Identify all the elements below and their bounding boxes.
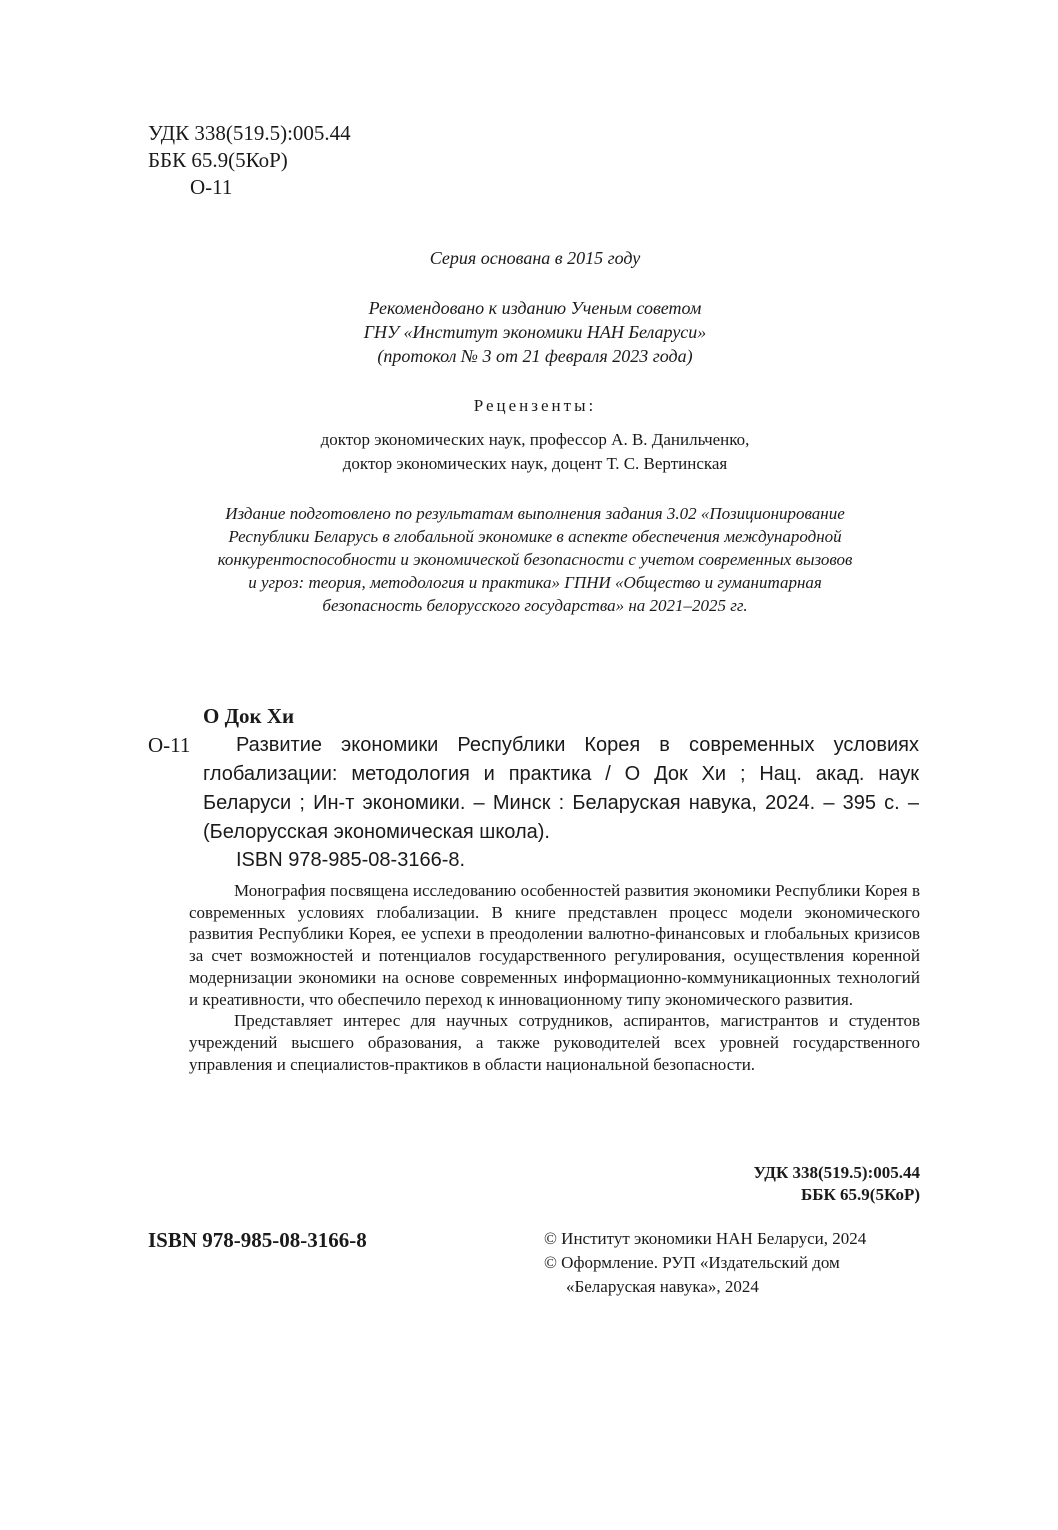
udk-code: УДК 338(519.5):005.44 <box>148 121 351 145</box>
footer-udk: УДК 338(519.5):005.44 <box>753 1163 920 1182</box>
footer-classification <box>753 1162 920 1206</box>
bib-description: Развитие экономики Республики Корея в современных условиях глобализации: методология и практика / О Док Хи ; Нац. акад. наук Беларуси ; Ин-т экономики. – Минск : Беларуская навука, 2024. – 395 с. – (Белорусская экономическая школа). <box>203 734 919 843</box>
copyright-block <box>544 1227 866 1299</box>
recommendation-line: ГНУ «Институт экономики НАН Беларуси» <box>363 322 707 342</box>
recommendation-line: Рекомендовано к изданию Ученым советом <box>368 298 702 318</box>
funding-line: безопасность белорусского государства» на 2021–2025 гг. <box>322 596 748 615</box>
copyright-line: «Беларуская навука», 2024 <box>566 1277 759 1296</box>
reviewers-title: Рецензенты: <box>473 396 597 415</box>
reviewers-list <box>60 428 1010 476</box>
reviewer: доктор экономических наук, доцент Т. С. Вертинская <box>342 454 728 473</box>
annotation-paragraph: Монография посвящена исследованию особенностей развития экономики Республики Корея в современных условиях глобализации. В книге представлен процесс модели экономического развития Республики Корея, ее успехи в преодолении валютно-финансовых и глобальных кризисов за счет возможностей и потенциалов государственного регулирования, осуществления коренной модернизации экономики на основе современных информационно-коммуникационных технологий и креативности, что обеспечило переход к инновационному типу экономического развития. <box>189 881 920 1009</box>
reviewer: доктор экономических наук, профессор А. В. Данильченко, <box>320 430 750 449</box>
funding-line: и угроз: теория, методология и практика» ГПНИ «Общество и гуманитарная <box>248 573 822 592</box>
funding-line: конкурентоспособности и экономической безопасности с учетом современных вызовов <box>217 550 853 569</box>
funding-line: Издание подготовлено по результатам выполнения задания 3.02 «Позиционирование <box>225 504 845 523</box>
footer-bbk: ББК 65.9(5КоР) <box>801 1185 920 1204</box>
footer-isbn: ISBN 978-985-08-3166-8 <box>148 1228 367 1252</box>
recommendation-line: (протокол № 3 от 21 февраля 2023 года) <box>377 346 693 366</box>
series-note: Серия основана в 2015 году <box>429 248 641 268</box>
bib-author-sign: О-11 <box>148 733 191 757</box>
annotation-paragraph: Представляет интерес для научных сотрудников, аспирантов, магистрантов и студентов учреждений высшего образования, а также руководителей всех уровней государственного управления и специалистов-практиков в области национальной безопасности. <box>189 1011 920 1074</box>
funding-note <box>60 502 1010 617</box>
author-sign: О-11 <box>190 175 233 199</box>
bbk-code: ББК 65.9(5КоР) <box>148 148 288 172</box>
recommendation-block <box>60 296 1010 368</box>
copyright-line: © Оформление. РУП «Издательский дом <box>544 1253 840 1272</box>
book-author: О Док Хи <box>203 704 295 728</box>
copyright-line: © Институт экономики НАН Беларуси, 2024 <box>544 1229 867 1248</box>
bib-isbn: ISBN 978-985-08-3166-8. <box>236 849 466 871</box>
classification-block <box>148 120 351 201</box>
annotation <box>189 880 920 1075</box>
funding-line: Республики Беларусь в глобальной экономике в аспекте обеспечения международной <box>228 527 842 546</box>
